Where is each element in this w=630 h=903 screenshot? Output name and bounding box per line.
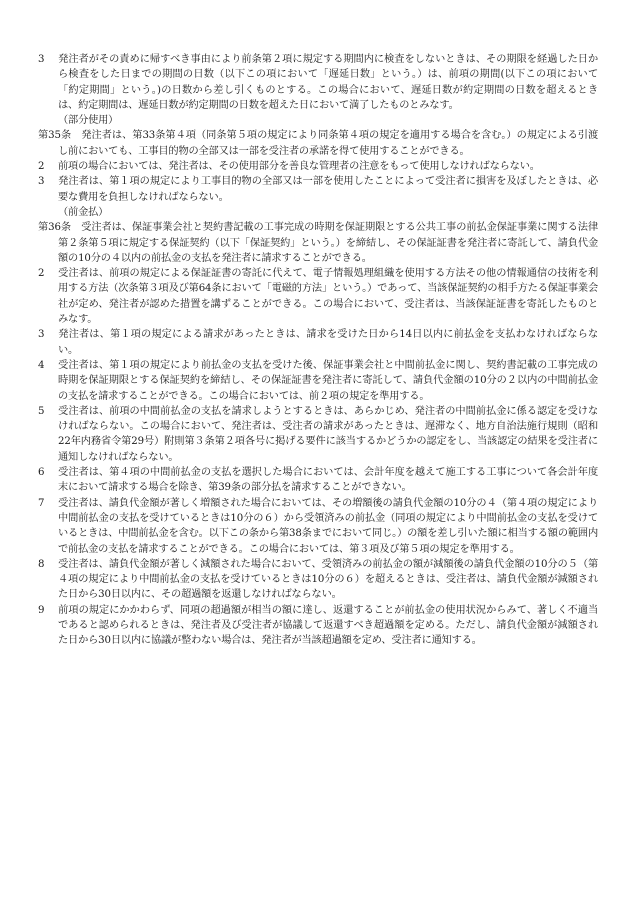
article-number: 第36条 (38, 222, 72, 234)
item-text: 受注者は、第１項の規定により前払金の支払を受けた後、保証事業会社と中間前払金に関し、契約書記載の工事完成の時期を保証期限とする保証契約を締結し、その保証証書を発注者に寄託して、請負代金額の10分の２以内の中間前払金の支払を請求することができる。この場合においては、前２項の規定を準用する。 (58, 359, 598, 402)
item-number: 9 (38, 604, 45, 616)
item-number: 8 (38, 558, 45, 570)
article-number: 第35条 (38, 130, 72, 142)
item-text: 発注者は、第１項の規定による請求があったときは、請求を受けた日から14日以内に前払金を支払わなければならない。 (58, 329, 598, 356)
item-text: 受注者は、請負代金額が著しく増額された場合においては、その増額後の請負代金額の10分の４（第４項の規定により中間前払金の支払を受けているときは10分の６）から受領済みの前払金（同項の規定により中間前払金の支払を受けているときは、中間前払金を含む。以下この条から第38条までにおいて同じ。）の額を差し引いた額に相当する額の範囲内で前払金の支払を請求することができる。この場合においては、第３項及び第５項の規定を準用する。 (58, 497, 598, 555)
clause-34-item-3 (38, 52, 598, 113)
article-36-item-5 (38, 404, 598, 465)
article-36-item-8 (38, 557, 598, 603)
item-text: 前項の場合においては、発注者は、その使用部分を善良な管理者の注意をもって使用しなければならない。 (58, 161, 540, 173)
article-text: 発注者は、第33条第４項（同条第５項の規定により同条第４項の規定を適用する場合を含む。）の規定による引渡し前においても、工事目的物の全部又は一部を受注者の承諾を得て使用することができる。 (58, 130, 598, 157)
item-text: 前項の規定にかかわらず、同項の超過額が相当の額に達し、返還することが前払金の使用状況からみて、著しく不適当であると認められるときは、発注者及び受注者が協議して返還すべき超過額を定める。ただし、請負代金額が減額された日から30日以内に協議が整わない場合は、発注者が当該超過額を定め、受注者に通知する。 (58, 604, 598, 647)
item-number: 3 (38, 329, 45, 341)
article-36-item-9 (38, 603, 598, 649)
section-heading-partial-use: （部分使用） (58, 115, 119, 127)
article-36-item-6 (38, 465, 598, 496)
article-35 (38, 128, 598, 159)
item-text: 受注者は、第４項の中間前払金の支払を選択した場合においては、会計年度を越えて施工する工事について各会計年度末において請求する場合を除き、第39条の部分払を請求することができない。 (58, 467, 598, 494)
document-page (38, 52, 598, 649)
item-text: 受注者は、前項の中間前払金の支払を請求しようとするときは、あらかじめ、発注者の中間前払金に係る認定を受けなければならない。この場合において、発注者は、受注者の請求があったときは、遅滞なく、地方自治法施行規則（昭和22年内務省令第29号）附則第３条第２項各号に掲げる要件に該当するかどうかの認定をし、当該認定の結果を受注者に通知しなければならない。 (58, 405, 598, 463)
item-number: 4 (38, 359, 45, 371)
item-number: 3 (38, 176, 45, 188)
article-36-item-7 (38, 496, 598, 557)
item-number: 5 (38, 405, 45, 417)
item-text: 受注者は、請負代金額が著しく減額された場合において、受領済みの前払金の額が減額後の請負代金額の10分の５（第４項の規定により中間前払金の支払を受けているときは10分の６）を超えるときは、受注者は、請負代金額が減額された日から30日以内に、その超過額を返還しなければならない。 (58, 558, 598, 601)
item-number: 7 (38, 497, 45, 509)
section-heading-advance-payment: （前金払） (58, 206, 109, 218)
item-text: 発注者がその責めに帰すべき事由により前条第２項に規定する期間内に検査をしないときは、その期限を経過した日から検査をした日までの期間の日数（以下この項において「遅延日数」という。）は、前項の期間(以下この項において「約定期間」という。)の日数から差し引くものとする。この場合において、遅延日数が約定期間の日数を超えるときは、約定期間は、遅延日数が約定期間の日数を超えた日において満了したものとみなす。 (58, 54, 598, 111)
item-text: 受注者は、前項の規定による保証証書の寄託に代えて、電子情報処理組織を使用する方法その他の情報通信の技術を利用する方法（次条第３項及び第64条において「電磁的方法」という。）であって、当該保証契約の相手方たる保証事業会社が定め、発注者が認めた措置を講ずることができる。この場合において、受注者は、当該保証証書を寄託したものとみなす。 (58, 268, 598, 326)
article-36-item-4 (38, 358, 598, 404)
item-number: 3 (38, 54, 45, 65)
article-text: 受注者は、保証事業会社と契約書記載の工事完成の時期を保証期限とする公共工事の前払金保証事業に関する法律第２条第５項に規定する保証契約（以下「保証契約」という。）を締結し、その保証証書を発注者に寄託して、請負代金額の10分の４以内の前払金の支払を発注者に請求することができる。 (58, 222, 598, 264)
item-number: 6 (38, 467, 45, 479)
article-35-item-2 (38, 159, 598, 174)
item-text: 発注者は、第１項の規定により工事目的物の全部又は一部を使用したことによって受注者に損害を及ぼしたときは、必要な費用を負担しなければならない。 (58, 176, 598, 203)
article-36-item-2 (38, 266, 598, 327)
item-number: 2 (38, 161, 45, 173)
article-35-item-3 (38, 174, 598, 205)
article-36 (38, 220, 598, 266)
item-number: 2 (38, 268, 45, 280)
article-36-item-3 (38, 327, 598, 358)
